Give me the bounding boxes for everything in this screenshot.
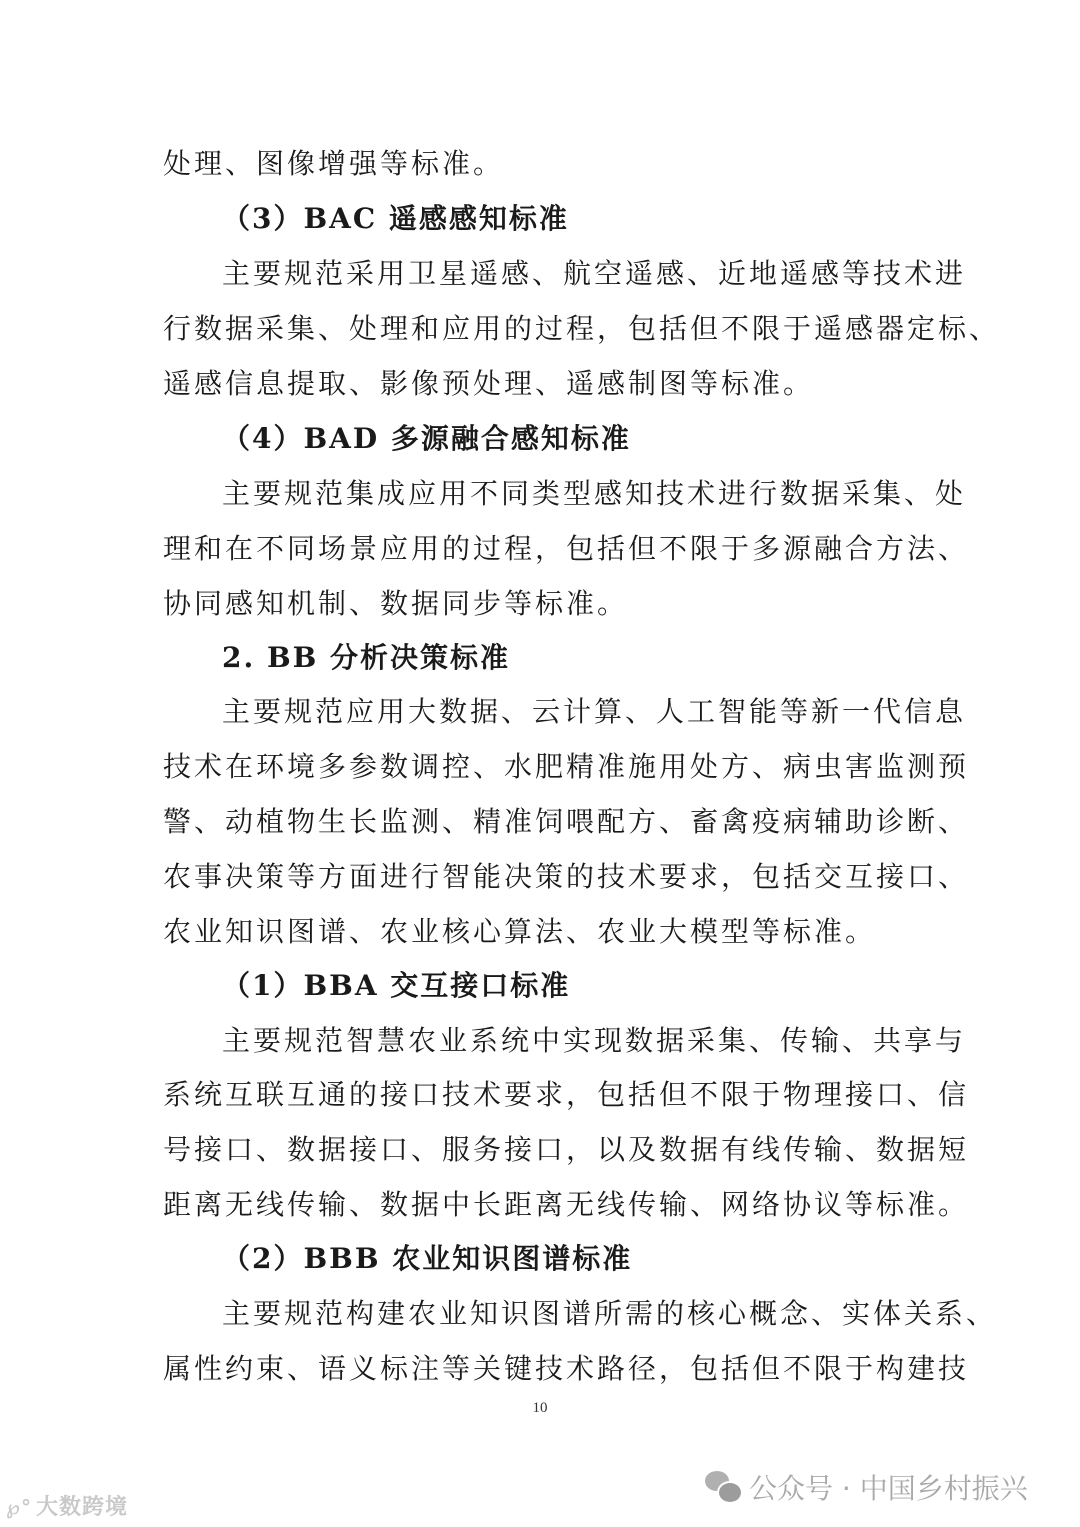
section-heading: （3）BAC 遥感感知标准 [222,202,569,235]
watermark-right-text: 公众号 · 中国乡村振兴 [749,1472,1028,1505]
paragraph-line: 属性约束、语义标注等关键技术路径，包括但不限于构建技 [163,1352,970,1385]
watermark-right [705,1467,1028,1507]
paragraph-line: 号接口、数据接口、服务接口，以及数据有线传输、数据短 [163,1133,970,1166]
paragraph-line: 主要规范构建农业知识图谱所需的核心概念、实体关系、 [222,1297,998,1330]
paragraph-line: 主要规范采用卫星遥感、航空遥感、近地遥感等技术进 [222,257,967,290]
paragraph-line: 行数据采集、处理和应用的过程，包括但不限于遥感器定标、 [163,312,1001,345]
paragraph-line: 遥感信息提取、影像预处理、遥感制图等标准。 [163,367,815,400]
paragraph-line: 技术在环境多参数调控、水肥精准施用处方、病虫害监测预 [163,750,970,783]
paragraph-line: 处理、图像增强等标准。 [163,147,505,180]
section-heading: （2）BBB 农业知识图谱标准 [222,1242,633,1275]
paragraph-line: 主要规范集成应用不同类型感知技术进行数据采集、处 [222,477,967,510]
paragraph-line: 距离无线传输、数据中长距离无线传输、网络协议等标准。 [163,1188,970,1221]
wechat-icon [705,1471,741,1503]
page-number: 10 [532,1400,548,1416]
section-heading: （1）BBA 交互接口标准 [222,969,571,1002]
section-heading: （4）BAD 多源融合感知标准 [222,422,631,455]
paragraph-line: 农业知识图谱、农业核心算法、农业大模型等标准。 [163,915,877,948]
brand-logo-icon: ℘° [6,1495,32,1519]
paragraph-line: 系统互联互通的接口技术要求，包括但不限于物理接口、信 [163,1078,970,1111]
paragraph-line: 警、动植物生长监测、精准饲喂配方、畜禽疫病辅助诊断、 [163,805,970,838]
paragraph-line: 主要规范应用大数据、云计算、人工智能等新一代信息 [222,695,967,728]
paragraph-line: 理和在不同场景应用的过程，包括但不限于多源融合方法、 [163,532,970,565]
paragraph-line: 协同感知机制、数据同步等标准。 [163,587,629,620]
paragraph-line: 主要规范智慧农业系统中实现数据采集、传输、共享与 [222,1024,967,1057]
paragraph-line: 农事决策等方面进行智能决策的技术要求，包括交互接口、 [163,860,970,893]
watermark-left-text: 大数跨境 [35,1495,128,1520]
section-heading: 2. BB 分析决策标准 [222,641,511,674]
watermark-left [6,1490,128,1521]
